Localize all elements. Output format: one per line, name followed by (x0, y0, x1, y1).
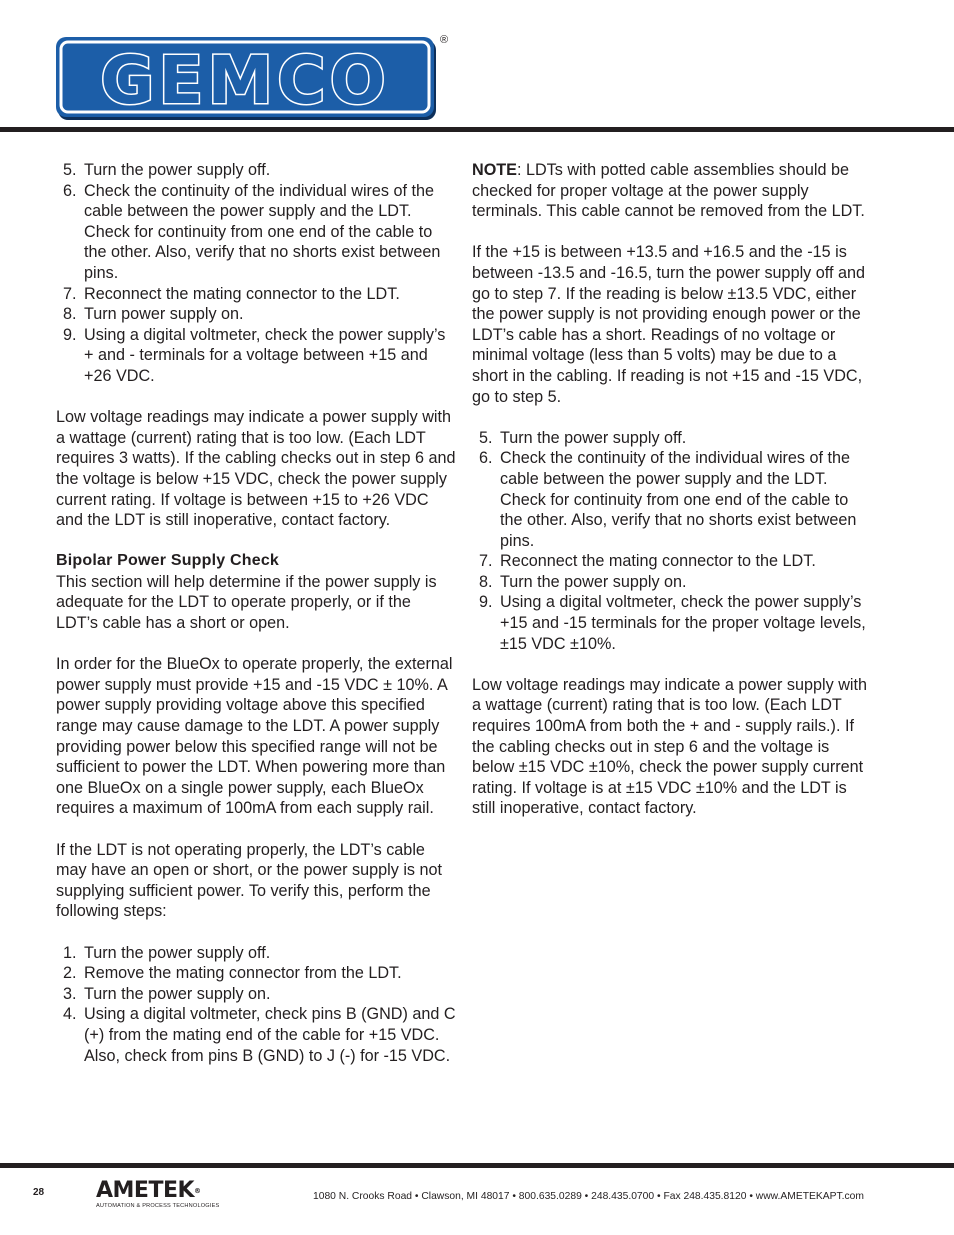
right-steps (472, 428, 872, 655)
gemco-logo (55, 35, 439, 123)
right-column (472, 160, 872, 819)
list-item: 1. Turn the power supply off. (63, 943, 271, 962)
ametek-logo-text: AMETEK (96, 1178, 195, 1203)
list-item: 6. Check the continuity of the individual wires of the cable between the power supply and the LDT. Check for continuity from one end of the cable to the other. Also, verify that no shorts exist between pins. (63, 181, 441, 282)
list-item: 9. Using a digital voltmeter, check the power supply’s +15 and -15 terminals for the proper voltage levels, ±15 VDC ±10%. (479, 593, 866, 653)
left-steps (56, 943, 456, 1067)
list-item: 8. Turn power supply on. (63, 305, 244, 324)
left-steps-continued (56, 160, 456, 387)
note-label: NOTE (472, 161, 517, 179)
blueox-paragraph: In order for the BlueOx to operate properly, the external power supply must provide +15 and -15 VDC ± 10%. A power supply providing voltage above this specified range may cause damage to the LDT. A power supply providing power below this specified range will not be sufficient to power the LDT. When powering more than one BlueOx on a single power supply, each BlueOx requires a maximum of 100mA from each supply rail. (56, 655, 453, 818)
list-item: 7. Reconnect the mating connector to the LDT. (479, 552, 816, 571)
left-column (56, 160, 456, 1066)
note-paragraph: NOTE: LDTs with potted cable assemblies should be checked for proper voltage at the power supply terminals. This cable cannot be removed from the LDT. (472, 161, 865, 221)
footer-divider (0, 1163, 954, 1168)
list-item: 4. Using a digital voltmeter, check pins B (GND) and C (+) from the mating end of the cable for +15 VDC. Also, check from pins B (GND) to J (-) for -15 VDC. (63, 1005, 456, 1065)
ametek-logo (96, 1180, 219, 1209)
list-item: 2. Remove the mating connector from the LDT. (63, 964, 402, 983)
registered-mark: ® (440, 34, 449, 46)
list-item: 8. Turn the power supply on. (479, 572, 687, 591)
list-item: 6. Check the continuity of the individual wires of the cable between the power supply and the LDT. Check for continuity from one end of the cable to the other. Also, verify that no shorts exist between pins. (479, 449, 857, 550)
page-number: 28 (33, 1187, 45, 1198)
footer-address: 1080 N. Crooks Road • Clawson, MI 48017 • 800.635.0289 • 248.435.0700 • Fax 248.435.8120 • www.AMETEKAPT.com (313, 1191, 864, 1202)
gemco-logo-text: GEMCO (100, 42, 390, 119)
list-item: 3. Turn the power supply on. (63, 984, 271, 1003)
right-low-voltage-paragraph: Low voltage readings may indicate a power supply with a wattage (current) rating that is too low. (Each LDT requires 100mA from both the + and - supply rails.). If the cabling checks out in step 6 and the voltage is below ±15 VDC ±10%, check the power supply current rating. If voltage is at ±15 VDC ±10% and the LDT is still inoperative, contact factory. (472, 675, 868, 818)
ametek-registered-mark: ® (194, 1187, 201, 1195)
list-item: 7. Reconnect the mating connector to the LDT. (63, 284, 400, 303)
list-item: 5. Turn the power supply off. (63, 161, 271, 179)
section-heading: Bipolar Power Supply Check (56, 552, 280, 570)
header-divider (0, 127, 954, 132)
not-operating-paragraph: If the LDT is not operating properly, the LDT’s cable may have an open or short, or the power supply is not supplying sufficient power. To verify this, perform the following steps: (56, 840, 443, 921)
section-intro: This section will help determine if the power supply is adequate for the LDT to operate properly, or if the LDT’s cable has a short or open. (56, 572, 437, 633)
reading-paragraph: If the +15 is between +13.5 and +16.5 and the -15 is between -13.5 and -16.5, turn the power supply off and go to step 7. If the reading is below ±13.5 VDC, either the power supply is not providing enough power or the LDT’s cable has a short. Readings of no voltage or minimal voltage (less than 5 volts) may be due to a short in the cabling. If reading is not +15 and -15 VDC, go to step 5. (472, 243, 865, 406)
low-voltage-paragraph: Low voltage readings may indicate a power supply with a wattage (current) rating that is too low. (Each LDT requires 3 watts). If the cabling checks out in step 6 and the voltage is below +15 VDC, check the power supply current rating. If voltage is between +15 to +26 VDC and the LDT is still inoperative, contact factory. (56, 408, 456, 530)
ametek-tagline: AUTOMATION & PROCESS TECHNOLOGIES (96, 1203, 220, 1209)
list-item: 5. Turn the power supply off. (479, 428, 687, 447)
list-item: 9. Using a digital voltmeter, check the power supply’s + and - terminals for a voltage between +15 and +26 VDC. (63, 325, 446, 385)
